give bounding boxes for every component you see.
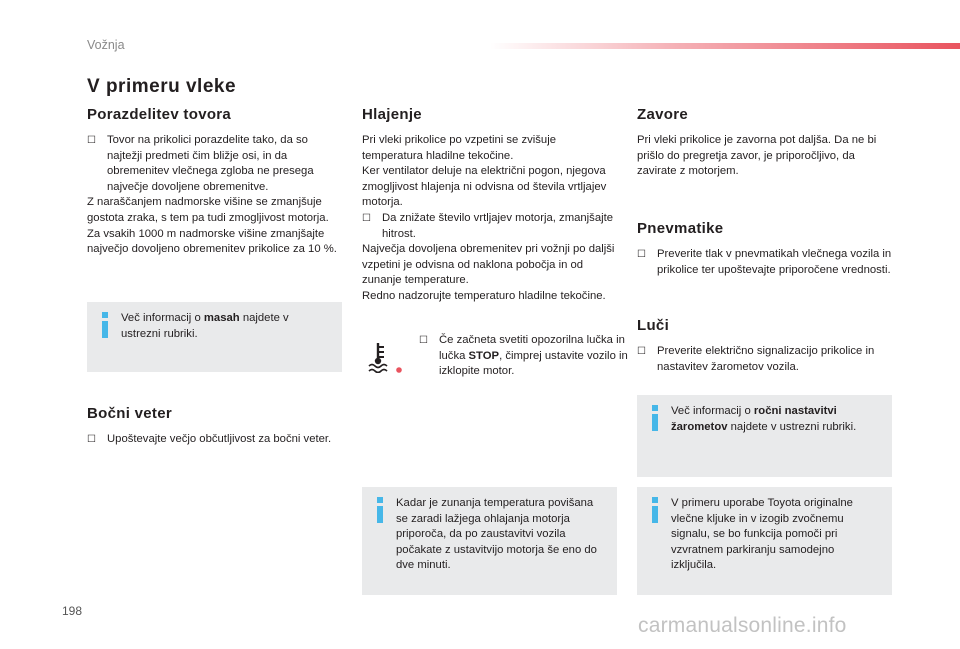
paragraph-brakes: Pri vleki prikolice je zavorna pot daljša. Da ne bi prišlo do pregretja zavor, je priporočljivo, da zavirate z motorjem. <box>637 134 877 178</box>
info-box-toyota <box>637 487 892 595</box>
page-title: V primeru vleke <box>87 76 237 97</box>
bullet-crosswind: ☐ Upoštevajte večjo občutljivost za bočni veter. <box>87 432 342 448</box>
paragraph-altitude: Z naraščanjem nadmorske višine se zmanjšuje gostota zraka, s tem pa tudi zmogljivost motorja. Za vsakih 1000 m nadmorske višine zmanjšajte največjo dovoljeno obremenitev prikolice za 10 %. <box>87 196 337 256</box>
page-number: 198 <box>62 604 83 618</box>
bullet-coolant-warning: ☐ Če začneta svetiti opozorilna lučka in lučka STOP, čimprej ustavite vozilo in izklopite motor. <box>419 334 628 378</box>
header-accent-bar <box>490 43 960 49</box>
col1-crosswind <box>87 405 342 448</box>
bullet-load-distribution: ☐ Tovor na prikolici porazdelite tako, da so najtežji predmeti čim bližje osi, in da obremenitev vlečnega zgloba ne presega največje dovoljene obremenitve. <box>87 134 314 193</box>
cooling-text-1: Pri vleki prikolice po vzpetini se zvišuje temperatura hladilne tekočine. <box>362 134 557 162</box>
info-text-toyota: V primeru uporabe Toyota originalne vlečne kljuke in v izogib zvočnemu signalu, se bo funkcija pomoči pri vzvratnem parkiranju samodejno izključila. <box>671 497 853 572</box>
info-text-temperature: Kadar je zunanja temperatura povišana se zaradi lažjega ohlajanja motorja priporoča, da po zaustavitvi vozila počakate z ustavitvijo motorja še eno do dve minuti. <box>396 497 597 572</box>
cooling-text-2: Ker ventilator deluje na električni pogon, njegova zmogljivost hlajenja ni odvisna od števila vrtljajev motorja. <box>362 165 607 209</box>
col3-tyres <box>637 220 892 278</box>
info-box-mass <box>87 302 342 372</box>
info-icon <box>100 312 110 338</box>
col1-load-distribution <box>87 106 342 258</box>
info-text-mass: Več informacij o masah najdete v ustrezni rubriki. <box>121 312 289 340</box>
checkbox-bullet-icon: ☐ <box>637 346 646 357</box>
col3-brakes <box>637 106 892 180</box>
checkbox-bullet-icon: ☐ <box>637 249 646 260</box>
bullet-reduce-speed: ☐ Da znižate število vrtljajev motorja, zmanjšajte hitrost. <box>362 211 614 240</box>
info-icon <box>650 497 660 523</box>
bullet-lights: ☐ Preverite električno signalizacijo prikolice in nastavitev žarometov vozila. <box>637 345 875 373</box>
checkbox-bullet-icon: ☐ <box>362 212 371 224</box>
info-icon <box>375 497 385 523</box>
watermark: carmanualsonline.info <box>638 614 847 637</box>
heading-cooling: Hlajenje <box>362 106 422 123</box>
checkbox-bullet-icon: ☐ <box>419 335 428 346</box>
col2-cooling <box>362 106 617 305</box>
cooling-text-3: Največja dovoljena obremenitev pri vožnji po daljši vzpetini je odvisna od naklona pobočja in od zunanje temperature. <box>362 243 615 287</box>
coolant-temperature-warning-icon <box>368 341 406 373</box>
cooling-text-4: Redno nadzorujte temperaturo hladilne tekočine. <box>362 289 606 302</box>
heading-crosswind: Bočni veter <box>87 405 172 422</box>
checkbox-bullet-icon: ☐ <box>87 135 96 146</box>
col3-lights <box>637 317 892 375</box>
info-box-headlamps <box>637 395 892 477</box>
bullet-tyres: ☐ Preverite tlak v pnevmatikah vlečnega vozila in prikolice ter upoštevajte priporočene vrednosti. <box>637 248 892 276</box>
heading-lights: Luči <box>637 317 670 334</box>
info-icon <box>650 405 660 431</box>
heading-tyres: Pnevmatike <box>637 220 724 237</box>
checkbox-bullet-icon: ☐ <box>87 434 96 445</box>
heading-brakes: Zavore <box>637 106 688 123</box>
info-box-temperature <box>362 487 617 595</box>
heading-load-distribution: Porazdelitev tovora <box>87 106 232 123</box>
section-label: Vožnja <box>87 38 125 52</box>
info-text-headlamps: Več informacij o ročni nastavitvi žarometov najdete v ustrezni rubriki. <box>671 405 857 433</box>
